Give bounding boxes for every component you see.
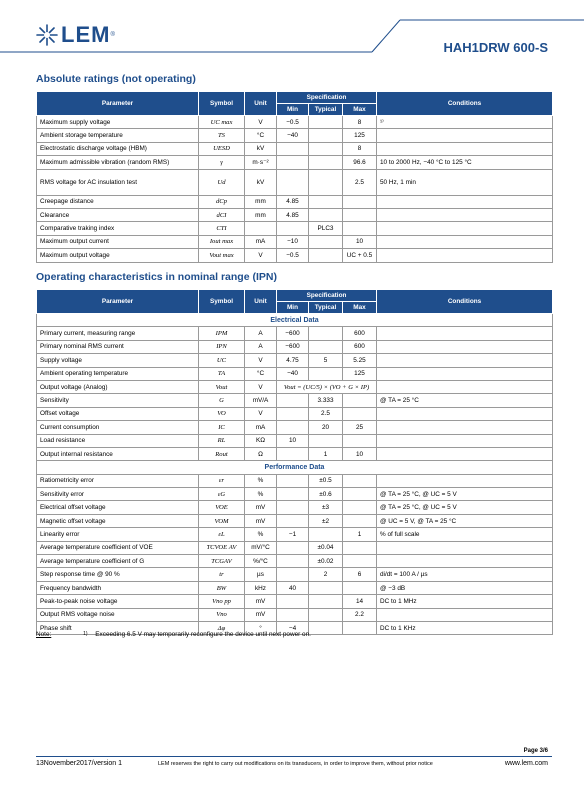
logo-text: LEM bbox=[61, 22, 111, 47]
table-row bbox=[37, 235, 553, 248]
footnote-label: Note: bbox=[36, 631, 52, 638]
row-min: −10 bbox=[277, 235, 309, 248]
row-min: −1 bbox=[277, 528, 309, 541]
table-row bbox=[37, 474, 553, 487]
table-row bbox=[37, 555, 553, 568]
row-conditions bbox=[377, 195, 553, 208]
row-symbol: dCp bbox=[199, 195, 245, 208]
row-parameter: Electrical offset voltage bbox=[37, 501, 199, 514]
table-row bbox=[37, 129, 553, 142]
col-header-conditions: Conditions bbox=[377, 290, 553, 314]
row-conditions: @ TA = 25 °C, @ UC = 5 V bbox=[377, 501, 553, 514]
col-header-parameter: Parameter bbox=[37, 92, 199, 116]
table-row bbox=[37, 501, 553, 514]
row-min: −40 bbox=[277, 367, 309, 380]
row-typical bbox=[309, 116, 343, 129]
row-max bbox=[343, 621, 377, 634]
row-conditions bbox=[377, 474, 553, 487]
row-max bbox=[343, 407, 377, 420]
col-header-typical: Typical bbox=[309, 104, 343, 116]
row-parameter: Output RMS voltage noise bbox=[37, 608, 199, 621]
row-conditions bbox=[377, 541, 553, 554]
logo-rays-icon bbox=[36, 24, 58, 46]
row-typical: 3.333 bbox=[309, 394, 343, 407]
row-parameter: Output voltage (Analog) bbox=[37, 380, 199, 393]
row-max bbox=[343, 488, 377, 501]
row-conditions bbox=[377, 235, 553, 248]
row-unit: ° bbox=[245, 621, 277, 634]
row-parameter: Average temperature coefficient of G bbox=[37, 555, 199, 568]
row-unit: °C bbox=[245, 129, 277, 142]
row-max bbox=[343, 501, 377, 514]
col-header-unit: Unit bbox=[245, 92, 277, 116]
row-max: 8 bbox=[343, 142, 377, 155]
table-row bbox=[37, 116, 553, 129]
row-symbol: IPN bbox=[199, 340, 245, 353]
row-parameter: Magnetic offset voltage bbox=[37, 514, 199, 527]
row-conditions: 10 to 2000 Hz, −40 °C to 125 °C bbox=[377, 156, 553, 169]
row-parameter: Sensitivity bbox=[37, 394, 199, 407]
table-row bbox=[37, 488, 553, 501]
col-header-min: Min bbox=[277, 104, 309, 116]
row-symbol: tr bbox=[199, 568, 245, 581]
row-parameter: Maximum supply voltage bbox=[37, 116, 199, 129]
row-typical bbox=[309, 340, 343, 353]
col-header-min: Min bbox=[277, 302, 309, 314]
table-row bbox=[37, 595, 553, 608]
row-conditions: @ TA = 25 °C bbox=[377, 394, 553, 407]
row-typical: 2 bbox=[309, 568, 343, 581]
row-typical bbox=[309, 528, 343, 541]
col-header-max: Max bbox=[343, 104, 377, 116]
row-symbol: UC bbox=[199, 354, 245, 367]
row-max: 25 bbox=[343, 421, 377, 434]
row-max: 8 bbox=[343, 116, 377, 129]
row-symbol: TA bbox=[199, 367, 245, 380]
row-parameter: Supply voltage bbox=[37, 354, 199, 367]
table-row bbox=[37, 447, 553, 460]
row-typical: ±0.04 bbox=[309, 541, 343, 554]
row-symbol: γ bbox=[199, 156, 245, 169]
row-max bbox=[343, 514, 377, 527]
row-parameter: Primary current, measuring range bbox=[37, 327, 199, 340]
row-parameter: Creepage distance bbox=[37, 195, 199, 208]
row-max: 600 bbox=[343, 340, 377, 353]
footer-divider bbox=[36, 756, 552, 757]
row-symbol: TCGAV bbox=[199, 555, 245, 568]
row-parameter: Average temperature coefficient of VOE bbox=[37, 541, 199, 554]
row-symbol: TCVOE AV bbox=[199, 541, 245, 554]
row-min bbox=[277, 394, 309, 407]
row-typical: 20 bbox=[309, 421, 343, 434]
row-symbol: Iout max bbox=[199, 235, 245, 248]
row-symbol: IPM bbox=[199, 327, 245, 340]
row-typical bbox=[309, 142, 343, 155]
row-max: 1 bbox=[343, 528, 377, 541]
row-parameter: Current consumption bbox=[37, 421, 199, 434]
footnote bbox=[36, 631, 311, 638]
row-min bbox=[277, 595, 309, 608]
performance-data-heading: Performance Data bbox=[37, 461, 553, 474]
row-conditions: 50 Hz, 1 min bbox=[377, 169, 553, 195]
row-min: −4 bbox=[277, 621, 309, 634]
row-max: 14 bbox=[343, 595, 377, 608]
row-conditions bbox=[377, 142, 553, 155]
row-parameter: Ambient operating temperature bbox=[37, 367, 199, 380]
row-parameter: Ratiometricity error bbox=[37, 474, 199, 487]
row-parameter: Maximum admissible vibration (random RMS) bbox=[37, 156, 199, 169]
table-row bbox=[37, 156, 553, 169]
row-parameter: Maximum output current bbox=[37, 235, 199, 248]
table-row bbox=[37, 249, 553, 262]
row-unit: mA bbox=[245, 235, 277, 248]
row-max bbox=[343, 474, 377, 487]
row-symbol: IC bbox=[199, 421, 245, 434]
row-parameter: Output internal resistance bbox=[37, 447, 199, 460]
row-min: −0.5 bbox=[277, 116, 309, 129]
row-symbol: TS bbox=[199, 129, 245, 142]
col-header-symbol: Symbol bbox=[199, 92, 245, 116]
row-min bbox=[277, 156, 309, 169]
table-row bbox=[37, 407, 553, 420]
row-typical bbox=[309, 169, 343, 195]
row-symbol: VOM bbox=[199, 514, 245, 527]
row-symbol: UC max bbox=[199, 116, 245, 129]
row-typical bbox=[309, 249, 343, 262]
row-symbol: VO bbox=[199, 407, 245, 420]
row-min bbox=[277, 555, 309, 568]
logo-registered-mark: ® bbox=[110, 32, 115, 38]
row-typical bbox=[309, 327, 343, 340]
row-max: 125 bbox=[343, 367, 377, 380]
row-unit: mV/A bbox=[245, 394, 277, 407]
row-max bbox=[343, 222, 377, 235]
row-conditions bbox=[377, 208, 553, 221]
row-min bbox=[277, 501, 309, 514]
row-symbol: RL bbox=[199, 434, 245, 447]
row-symbol: εr bbox=[199, 474, 245, 487]
row-parameter: Comparative traking index bbox=[37, 222, 199, 235]
row-conditions bbox=[377, 608, 553, 621]
row-parameter: Frequency bandwidth bbox=[37, 581, 199, 594]
footer-disclaimer: LEM reserves the right to carry out modifications on its transducers, in order to improve them, without prior notice bbox=[158, 761, 433, 767]
row-min bbox=[277, 421, 309, 434]
row-max: 6 bbox=[343, 568, 377, 581]
col-header-unit: Unit bbox=[245, 290, 277, 314]
footnote-marker: 1) bbox=[83, 631, 88, 637]
row-typical bbox=[309, 434, 343, 447]
row-conditions: @ UC = 5 V, @ TA = 25 °C bbox=[377, 514, 553, 527]
row-typical: ±3 bbox=[309, 501, 343, 514]
footer-website-link[interactable]: www.lem.com bbox=[504, 760, 548, 767]
row-parameter: RMS voltage for AC insulation test bbox=[37, 169, 199, 195]
row-min bbox=[277, 222, 309, 235]
section-title-operating-characteristics: Operating characteristics in nominal range (IPN) bbox=[36, 271, 277, 283]
row-typical bbox=[309, 621, 343, 634]
table-row bbox=[37, 434, 553, 447]
col-header-conditions: Conditions bbox=[377, 92, 553, 116]
row-min: −600 bbox=[277, 327, 309, 340]
row-max bbox=[343, 434, 377, 447]
row-min bbox=[277, 169, 309, 195]
row-max: 5.25 bbox=[343, 354, 377, 367]
row-min: 40 bbox=[277, 581, 309, 594]
row-symbol: VOE bbox=[199, 501, 245, 514]
row-typical: 1 bbox=[309, 447, 343, 460]
table-row bbox=[37, 581, 553, 594]
row-symbol: UESD bbox=[199, 142, 245, 155]
row-parameter: Linearity error bbox=[37, 528, 199, 541]
row-max bbox=[343, 555, 377, 568]
row-parameter: Ambient storage temperature bbox=[37, 129, 199, 142]
table-row bbox=[37, 327, 553, 340]
row-symbol: dCI bbox=[199, 208, 245, 221]
row-typical bbox=[309, 581, 343, 594]
row-symbol: CTI bbox=[199, 222, 245, 235]
row-max: 125 bbox=[343, 129, 377, 142]
row-min bbox=[277, 568, 309, 581]
row-min bbox=[277, 142, 309, 155]
table-row bbox=[37, 222, 553, 235]
row-typical: 2.5 bbox=[309, 407, 343, 420]
row-unit: mV bbox=[245, 514, 277, 527]
row-symbol: Vno pp bbox=[199, 595, 245, 608]
row-unit: % bbox=[245, 474, 277, 487]
row-unit: mm bbox=[245, 208, 277, 221]
table-row bbox=[37, 142, 553, 155]
row-max bbox=[343, 394, 377, 407]
page-number: Page 3/6 bbox=[523, 748, 548, 754]
row-symbol: εG bbox=[199, 488, 245, 501]
col-header-symbol: Symbol bbox=[199, 290, 245, 314]
table-row bbox=[37, 394, 553, 407]
row-conditions bbox=[377, 327, 553, 340]
row-conditions: DC to 1 KHz bbox=[377, 621, 553, 634]
row-unit: KΩ bbox=[245, 434, 277, 447]
col-header-specification: Specification bbox=[277, 92, 377, 104]
table-row bbox=[37, 541, 553, 554]
table-section-row bbox=[37, 461, 553, 474]
row-conditions bbox=[377, 354, 553, 367]
row-symbol: Δφ bbox=[199, 621, 245, 634]
row-unit: V bbox=[245, 380, 277, 393]
row-max: UC + 0.5 bbox=[343, 249, 377, 262]
row-min: 4.85 bbox=[277, 208, 309, 221]
row-typical: ±0.6 bbox=[309, 488, 343, 501]
row-unit: kHz bbox=[245, 581, 277, 594]
row-parameter: Step response time @ 90 % bbox=[37, 568, 199, 581]
operating-characteristics-table bbox=[36, 289, 553, 635]
row-unit: mV bbox=[245, 608, 277, 621]
row-max: 2.2 bbox=[343, 608, 377, 621]
row-conditions bbox=[377, 555, 553, 568]
table-row bbox=[37, 195, 553, 208]
row-conditions bbox=[377, 249, 553, 262]
table-row bbox=[37, 169, 553, 195]
row-typical: ±0.5 bbox=[309, 474, 343, 487]
row-conditions bbox=[377, 421, 553, 434]
col-header-typical: Typical bbox=[309, 302, 343, 314]
row-typical: PLC3 bbox=[309, 222, 343, 235]
document-name: HAH1DRW 600-S bbox=[443, 40, 548, 55]
row-unit: A bbox=[245, 327, 277, 340]
row-max bbox=[343, 581, 377, 594]
row-conditions: @ −3 dB bbox=[377, 581, 553, 594]
row-unit: mm bbox=[245, 195, 277, 208]
row-parameter: Primary nominal RMS current bbox=[37, 340, 199, 353]
row-unit: A bbox=[245, 340, 277, 353]
row-max bbox=[343, 541, 377, 554]
table-row bbox=[37, 514, 553, 527]
section-title-absolute-ratings: Absolute ratings (not operating) bbox=[36, 73, 196, 85]
row-min bbox=[277, 474, 309, 487]
row-conditions bbox=[377, 222, 553, 235]
row-min: 10 bbox=[277, 434, 309, 447]
row-conditions bbox=[377, 407, 553, 420]
row-parameter: Peak-to-peak noise voltage bbox=[37, 595, 199, 608]
table-row bbox=[37, 568, 553, 581]
row-unit: µs bbox=[245, 568, 277, 581]
row-typical bbox=[309, 608, 343, 621]
row-unit: %/°C bbox=[245, 555, 277, 568]
row-output-formula: Vout = (UC/5) × (VO + G × IP) bbox=[277, 380, 377, 393]
table-row bbox=[37, 367, 553, 380]
row-max: 96.6 bbox=[343, 156, 377, 169]
col-header-parameter: Parameter bbox=[37, 290, 199, 314]
row-conditions: ¹⁾ bbox=[377, 116, 553, 129]
row-min bbox=[277, 447, 309, 460]
table-row bbox=[37, 528, 553, 541]
row-conditions: di/dt = 100 A / µs bbox=[377, 568, 553, 581]
row-conditions bbox=[377, 434, 553, 447]
footer-version: 13November2017/version 1 bbox=[36, 760, 122, 767]
row-typical bbox=[309, 367, 343, 380]
row-unit: kV bbox=[245, 142, 277, 155]
row-min bbox=[277, 608, 309, 621]
row-symbol: Ud bbox=[199, 169, 245, 195]
row-conditions bbox=[377, 380, 553, 393]
row-min: −600 bbox=[277, 340, 309, 353]
row-unit: V bbox=[245, 407, 277, 420]
row-symbol: Vno bbox=[199, 608, 245, 621]
row-parameter: Clearance bbox=[37, 208, 199, 221]
row-typical: ±0.02 bbox=[309, 555, 343, 568]
row-conditions bbox=[377, 447, 553, 460]
row-unit bbox=[245, 222, 277, 235]
row-unit: m·s⁻² bbox=[245, 156, 277, 169]
electrical-data-heading: Electrical Data bbox=[37, 314, 553, 327]
table-row bbox=[37, 354, 553, 367]
row-unit: mV/°C bbox=[245, 541, 277, 554]
row-typical bbox=[309, 195, 343, 208]
row-unit: mV bbox=[245, 501, 277, 514]
row-unit: mA bbox=[245, 421, 277, 434]
row-min bbox=[277, 514, 309, 527]
row-min bbox=[277, 407, 309, 420]
col-header-max: Max bbox=[343, 302, 377, 314]
row-conditions bbox=[377, 367, 553, 380]
table-row bbox=[37, 380, 553, 393]
row-min: 4.85 bbox=[277, 195, 309, 208]
row-unit: V bbox=[245, 116, 277, 129]
row-conditions bbox=[377, 129, 553, 142]
row-parameter: Phase shift bbox=[37, 621, 199, 634]
row-symbol: G bbox=[199, 394, 245, 407]
row-unit: V bbox=[245, 354, 277, 367]
row-parameter: Sensitivity error bbox=[37, 488, 199, 501]
row-parameter: Maximum output voltage bbox=[37, 249, 199, 262]
row-symbol: Vout max bbox=[199, 249, 245, 262]
row-symbol: Rout bbox=[199, 447, 245, 460]
row-min: 4.75 bbox=[277, 354, 309, 367]
absolute-ratings-table bbox=[36, 91, 553, 263]
row-min: −0.5 bbox=[277, 249, 309, 262]
row-max bbox=[343, 195, 377, 208]
table-row bbox=[37, 608, 553, 621]
row-parameter: Load resistance bbox=[37, 434, 199, 447]
table-row bbox=[37, 421, 553, 434]
row-unit: V bbox=[245, 249, 277, 262]
row-max: 10 bbox=[343, 235, 377, 248]
table-row bbox=[37, 340, 553, 353]
row-unit: °C bbox=[245, 367, 277, 380]
row-min: −40 bbox=[277, 129, 309, 142]
row-min bbox=[277, 541, 309, 554]
row-typical bbox=[309, 235, 343, 248]
row-typical bbox=[309, 208, 343, 221]
row-max bbox=[343, 208, 377, 221]
row-typical: 5 bbox=[309, 354, 343, 367]
table-section-row bbox=[37, 314, 553, 327]
row-max: 600 bbox=[343, 327, 377, 340]
row-typical: ±2 bbox=[309, 514, 343, 527]
row-typical bbox=[309, 595, 343, 608]
row-parameter: Offset voltage bbox=[37, 407, 199, 420]
lem-logo bbox=[36, 22, 115, 48]
row-parameter: Electrostatic discharge voltage (HBM) bbox=[37, 142, 199, 155]
row-unit: % bbox=[245, 528, 277, 541]
row-symbol: BW bbox=[199, 581, 245, 594]
row-typical bbox=[309, 156, 343, 169]
row-conditions: @ TA = 25 °C, @ UC = 5 V bbox=[377, 488, 553, 501]
row-conditions: DC to 1 MHz bbox=[377, 595, 553, 608]
row-unit: % bbox=[245, 488, 277, 501]
row-unit: mV bbox=[245, 595, 277, 608]
row-conditions bbox=[377, 340, 553, 353]
col-header-specification: Specification bbox=[277, 290, 377, 302]
footnote-text: Exceeding 6.5 V may temporarily reconfigure the device until next power on. bbox=[95, 631, 311, 638]
row-min bbox=[277, 488, 309, 501]
row-symbol: Vout bbox=[199, 380, 245, 393]
row-typical bbox=[309, 129, 343, 142]
row-conditions: % of full scale bbox=[377, 528, 553, 541]
row-max: 2.5 bbox=[343, 169, 377, 195]
row-unit: kV bbox=[245, 169, 277, 195]
table-row bbox=[37, 208, 553, 221]
row-unit: Ω bbox=[245, 447, 277, 460]
row-symbol: εL bbox=[199, 528, 245, 541]
row-max: 10 bbox=[343, 447, 377, 460]
